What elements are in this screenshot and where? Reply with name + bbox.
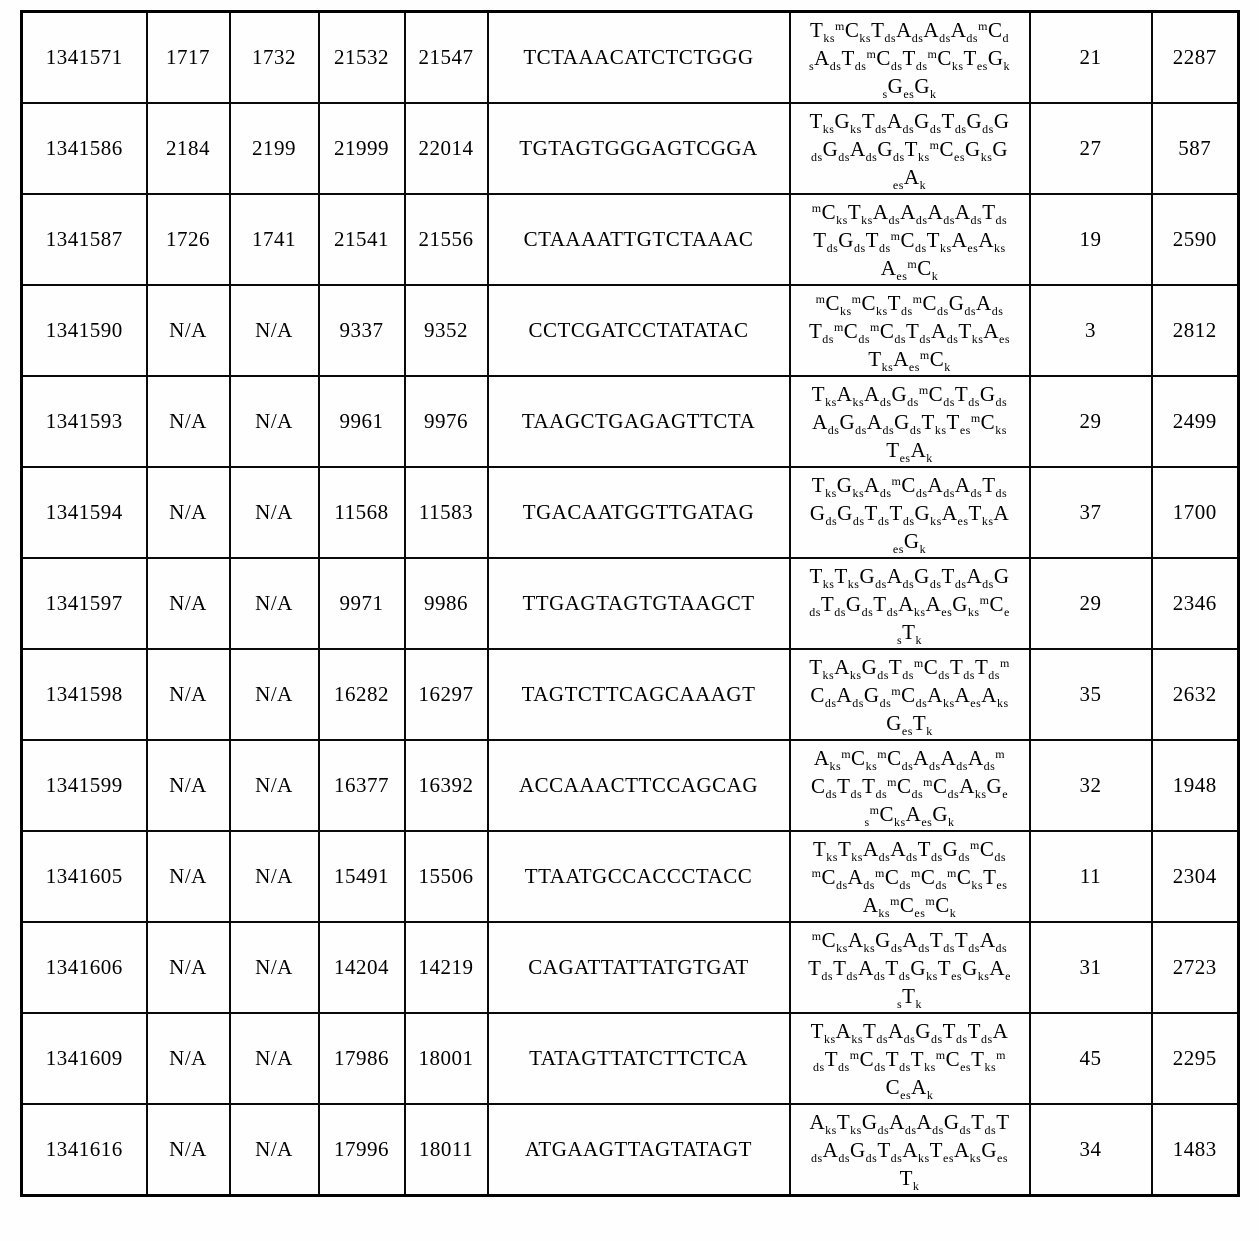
- record-id-cell: 1341597: [22, 558, 147, 649]
- chemistry-notation-cell: [790, 831, 1030, 922]
- value-b-cell: 2632: [1152, 649, 1239, 740]
- chemistry-notation-line: $A_{ks}T_{ks}G_{ds}A_{ds}A_{ds}G_{ds}T_{ds}T$: [809, 1109, 1010, 1137]
- pos-a-end-cell: N/A: [230, 285, 319, 376]
- value-b-cell: 2499: [1152, 376, 1239, 467]
- chemistry-notation-cell: [790, 376, 1030, 467]
- chemistry-notation-line: $^mC_{ks}^mC_{ks}T_{ds}^mC_{ds}G_{ds}A_{ds}$: [815, 290, 1004, 318]
- value-a-cell: 35: [1030, 649, 1152, 740]
- pos-b-start-cell: 21541: [319, 194, 405, 285]
- pos-b-end-cell: 9986: [405, 558, 488, 649]
- value-a-cell: 34: [1030, 1104, 1152, 1196]
- pos-b-end-cell: 11583: [405, 467, 488, 558]
- value-a-cell: 29: [1030, 558, 1152, 649]
- value-b-cell: 2590: [1152, 194, 1239, 285]
- value-a-cell: 19: [1030, 194, 1152, 285]
- record-id-cell: 1341616: [22, 1104, 147, 1196]
- pos-b-start-cell: 9971: [319, 558, 405, 649]
- chemistry-notation-line: $T_{ds}G_{ds}T_{ds}^mC_{ds}T_{ks}A_{es}A_{ks}$: [813, 227, 1006, 255]
- pos-b-start-cell: 11568: [319, 467, 405, 558]
- chemistry-notation-line: $C_{es}A_k$: [885, 1074, 934, 1102]
- chemistry-notation-cell: [790, 285, 1030, 376]
- pos-b-start-cell: 21532: [319, 12, 405, 104]
- chemistry-notation-cell: [790, 194, 1030, 285]
- record-id-cell: 1341571: [22, 12, 147, 104]
- pos-b-start-cell: 17996: [319, 1104, 405, 1196]
- pos-b-end-cell: 16297: [405, 649, 488, 740]
- value-a-cell: 3: [1030, 285, 1152, 376]
- pos-b-start-cell: 16282: [319, 649, 405, 740]
- table-row: [22, 831, 1239, 922]
- pos-a-start-cell: N/A: [147, 831, 230, 922]
- table-row: [22, 1013, 1239, 1104]
- chemistry-notation-cell: [790, 740, 1030, 831]
- chemistry-notation-line: $_s^mC_{ks}A_{es}G_k$: [864, 801, 955, 829]
- value-b-cell: 1700: [1152, 467, 1239, 558]
- pos-a-end-cell: N/A: [230, 649, 319, 740]
- pos-a-start-cell: N/A: [147, 922, 230, 1013]
- pos-b-end-cell: 16392: [405, 740, 488, 831]
- table-row: [22, 649, 1239, 740]
- value-b-cell: 1948: [1152, 740, 1239, 831]
- value-a-cell: 45: [1030, 1013, 1152, 1104]
- pos-a-start-cell: 2184: [147, 103, 230, 194]
- table-row: [22, 1104, 1239, 1196]
- chemistry-notation-line: $A_{es}^mC_k$: [880, 255, 939, 283]
- chemistry-notation-cell: [790, 1013, 1030, 1104]
- pos-b-start-cell: 15491: [319, 831, 405, 922]
- record-id-cell: 1341609: [22, 1013, 147, 1104]
- chemistry-notation-line: $_sT_k$: [897, 983, 922, 1011]
- record-id-cell: 1341598: [22, 649, 147, 740]
- pos-a-start-cell: N/A: [147, 1104, 230, 1196]
- pos-a-start-cell: N/A: [147, 558, 230, 649]
- table-row: [22, 922, 1239, 1013]
- pos-b-end-cell: 15506: [405, 831, 488, 922]
- pos-b-end-cell: 18011: [405, 1104, 488, 1196]
- record-id-cell: 1341599: [22, 740, 147, 831]
- pos-a-end-cell: N/A: [230, 740, 319, 831]
- chemistry-notation-line: $C_{ds}A_{ds}G_{ds}^mC_{ds}A_{ks}A_{es}A_{ks}$: [810, 682, 1009, 710]
- record-id-cell: 1341593: [22, 376, 147, 467]
- chemistry-notation-line: $T_{ks}G_{ks}A_{ds}^mC_{ds}A_{ds}A_{ds}T_{ds}$: [811, 472, 1008, 500]
- chemistry-notation-line: $^mC_{ks}A_{ks}G_{ds}A_{ds}T_{ds}T_{ds}A_{ds}$: [811, 927, 1008, 955]
- sequence-cell: TCTAAACATCTCTGGG: [488, 12, 790, 104]
- record-id-cell: 1341605: [22, 831, 147, 922]
- chemistry-notation-line: $_{es}G_k$: [892, 528, 927, 556]
- table-row: [22, 467, 1239, 558]
- value-b-cell: 2304: [1152, 831, 1239, 922]
- pos-a-start-cell: N/A: [147, 467, 230, 558]
- chemistry-notation-line: $T_{ds}T_{ds}A_{ds}T_{ds}G_{ks}T_{es}G_{ks}A_e$: [808, 955, 1011, 983]
- value-a-cell: 27: [1030, 103, 1152, 194]
- value-b-cell: 2812: [1152, 285, 1239, 376]
- pos-b-start-cell: 21999: [319, 103, 405, 194]
- chemistry-notation-line: $T_{ks}A_{ks}T_{ds}A_{ds}G_{ds}T_{ds}T_{ds}A$: [810, 1018, 1009, 1046]
- pos-a-start-cell: N/A: [147, 649, 230, 740]
- value-a-cell: 11: [1030, 831, 1152, 922]
- chemistry-notation-line: $_sA_{ds}T_{ds}^mC_{ds}T_{ds}^mC_{ks}T_{es}G_k$: [808, 45, 1011, 73]
- table-row: [22, 194, 1239, 285]
- chemistry-notation-line: $T_k$: [899, 1165, 920, 1193]
- pos-a-end-cell: N/A: [230, 831, 319, 922]
- record-id-cell: 1341587: [22, 194, 147, 285]
- sequence-cell: TATAGTTATCTTCTCA: [488, 1013, 790, 1104]
- table-row: [22, 558, 1239, 649]
- value-a-cell: 31: [1030, 922, 1152, 1013]
- sequence-cell: TAGTCTTCAGCAAAGT: [488, 649, 790, 740]
- value-a-cell: 32: [1030, 740, 1152, 831]
- pos-b-end-cell: 21547: [405, 12, 488, 104]
- chemistry-notation-line: $C_{ds}T_{ds}T_{ds}^mC_{ds}^mC_{ds}A_{ks}G_e$: [810, 773, 1009, 801]
- chemistry-notation-line: $T_{ks}A_{ks}G_{ds}T_{ds}^mC_{ds}T_{ds}T_{ds}^m$: [809, 654, 1010, 682]
- sequence-cell: ACCAAACTTCCAGCAG: [488, 740, 790, 831]
- sequence-cell: TGACAATGGTTGATAG: [488, 467, 790, 558]
- record-id-cell: 1341606: [22, 922, 147, 1013]
- chemistry-notation-line: $A_{ks}^mC_{ks}^mC_{ds}A_{ds}A_{ds}A_{ds}^m$: [813, 745, 1006, 773]
- value-a-cell: 29: [1030, 376, 1152, 467]
- chemistry-notation-line: $G_{ds}G_{ds}T_{ds}T_{ds}G_{ks}A_{es}T_{ks}A$: [809, 500, 1010, 528]
- chemistry-notation-line: $T_{ks}^mC_{ks}T_{ds}A_{ds}A_{ds}A_{ds}^mC_d$: [810, 17, 1009, 45]
- value-b-cell: 587: [1152, 103, 1239, 194]
- sequence-table-body: [22, 12, 1239, 1196]
- sequence-cell: CAGATTATTATGTGAT: [488, 922, 790, 1013]
- sequence-cell: ATGAAGTTAGTATAGT: [488, 1104, 790, 1196]
- chemistry-notation-cell: [790, 1104, 1030, 1196]
- pos-a-end-cell: N/A: [230, 922, 319, 1013]
- chemistry-notation-line: $_{ds}T_{ds}G_{ds}T_{ds}A_{ks}A_{es}G_{ks}^mC_e$: [809, 591, 1010, 619]
- record-id-cell: 1341590: [22, 285, 147, 376]
- chemistry-notation-line: $_{es}A_k$: [892, 164, 927, 192]
- chemistry-notation-line: $T_{es}A_k$: [886, 437, 933, 465]
- pos-a-end-cell: N/A: [230, 1104, 319, 1196]
- chemistry-notation-line: $^mC_{ks}T_{ks}A_{ds}A_{ds}A_{ds}A_{ds}T_{ds}$: [811, 199, 1008, 227]
- chemistry-notation-cell: [790, 12, 1030, 104]
- chemistry-notation-line: $_sT_k$: [897, 619, 922, 647]
- chemistry-notation-line: $G_{es}T_k$: [886, 710, 933, 738]
- chemistry-notation-line: $_{ds}G_{ds}A_{ds}G_{ds}T_{ks}^mC_{es}G_{ks}G$: [810, 136, 1009, 164]
- chemistry-notation-line: $_{ds}T_{ds}^mC_{ds}T_{ds}T_{ks}^mC_{es}T_{ks}^m$: [813, 1046, 1006, 1074]
- chemistry-notation-cell: [790, 467, 1030, 558]
- pos-b-end-cell: 14219: [405, 922, 488, 1013]
- pos-a-start-cell: 1717: [147, 12, 230, 104]
- pos-a-end-cell: 1741: [230, 194, 319, 285]
- pos-b-end-cell: 22014: [405, 103, 488, 194]
- sequence-table: [20, 10, 1240, 1197]
- value-b-cell: 2287: [1152, 12, 1239, 104]
- chemistry-notation-line: $A_{ks}^mC_{es}^mC_k$: [862, 892, 957, 920]
- chemistry-notation-line: $_sG_{es}G_k$: [882, 73, 937, 101]
- pos-b-start-cell: 14204: [319, 922, 405, 1013]
- pos-b-end-cell: 9352: [405, 285, 488, 376]
- record-id-cell: 1341586: [22, 103, 147, 194]
- pos-a-end-cell: N/A: [230, 1013, 319, 1104]
- pos-a-end-cell: 2199: [230, 103, 319, 194]
- pos-b-start-cell: 9961: [319, 376, 405, 467]
- pos-a-start-cell: N/A: [147, 285, 230, 376]
- chemistry-notation-line: $T_{ks}T_{ks}A_{ds}A_{ds}T_{ds}G_{ds}^mC_{ds}$: [812, 836, 1007, 864]
- sequence-cell: CCTCGATCCTATATAC: [488, 285, 790, 376]
- sequence-cell: CTAAAATTGTCTAAAC: [488, 194, 790, 285]
- chemistry-notation-cell: [790, 649, 1030, 740]
- chemistry-notation-cell: [790, 922, 1030, 1013]
- chemistry-notation-line: $T_{ks}G_{ks}T_{ds}A_{ds}G_{ds}T_{ds}G_{ds}G$: [809, 108, 1010, 136]
- chemistry-notation-cell: [790, 558, 1030, 649]
- record-id-cell: 1341594: [22, 467, 147, 558]
- table-row: [22, 376, 1239, 467]
- table-row: [22, 12, 1239, 104]
- pos-b-end-cell: 18001: [405, 1013, 488, 1104]
- pos-a-end-cell: N/A: [230, 558, 319, 649]
- pos-a-start-cell: N/A: [147, 376, 230, 467]
- value-b-cell: 1483: [1152, 1104, 1239, 1196]
- chemistry-notation-line: $T_{ks}A_{ks}A_{ds}G_{ds}^mC_{ds}T_{ds}G_{ds}$: [811, 381, 1008, 409]
- table-row: [22, 740, 1239, 831]
- table-row: [22, 103, 1239, 194]
- pos-a-end-cell: N/A: [230, 376, 319, 467]
- pos-b-end-cell: 9976: [405, 376, 488, 467]
- chemistry-notation-line: $T_{ds}^mC_{ds}^mC_{ds}T_{ds}A_{ds}T_{ks}A_{es}$: [808, 318, 1011, 346]
- pos-a-start-cell: 1726: [147, 194, 230, 285]
- chemistry-notation-line: $_{ds}A_{ds}G_{ds}T_{ds}A_{ks}T_{es}A_{ks}G_{es}$: [810, 1137, 1009, 1165]
- value-b-cell: 2346: [1152, 558, 1239, 649]
- value-a-cell: 21: [1030, 12, 1152, 104]
- chemistry-notation-line: $A_{ds}G_{ds}A_{ds}G_{ds}T_{ks}T_{es}^mC_{ks}$: [812, 409, 1007, 437]
- table-row: [22, 285, 1239, 376]
- pos-b-start-cell: 16377: [319, 740, 405, 831]
- sequence-cell: TGTAGTGGGAGTCGGA: [488, 103, 790, 194]
- sequence-cell: TAAGCTGAGAGTTCTA: [488, 376, 790, 467]
- pos-b-start-cell: 9337: [319, 285, 405, 376]
- pos-a-end-cell: 1732: [230, 12, 319, 104]
- pos-a-end-cell: N/A: [230, 467, 319, 558]
- chemistry-notation-line: $^mC_{ds}A_{ds}^mC_{ds}^mC_{ds}^mC_{ks}T_{es}$: [811, 864, 1008, 892]
- chemistry-notation-cell: [790, 103, 1030, 194]
- chemistry-notation-line: $T_{ks}T_{ks}G_{ds}A_{ds}G_{ds}T_{ds}A_{ds}G$: [809, 563, 1010, 591]
- pos-b-end-cell: 21556: [405, 194, 488, 285]
- value-b-cell: 2723: [1152, 922, 1239, 1013]
- pos-b-start-cell: 17986: [319, 1013, 405, 1104]
- pos-a-start-cell: N/A: [147, 740, 230, 831]
- sequence-cell: TTAATGCCACCCTACC: [488, 831, 790, 922]
- sequence-cell: TTGAGTAGTGTAAGCT: [488, 558, 790, 649]
- chemistry-notation-line: $T_{ks}A_{es}^mC_k$: [868, 346, 951, 374]
- value-a-cell: 37: [1030, 467, 1152, 558]
- pos-a-start-cell: N/A: [147, 1013, 230, 1104]
- value-b-cell: 2295: [1152, 1013, 1239, 1104]
